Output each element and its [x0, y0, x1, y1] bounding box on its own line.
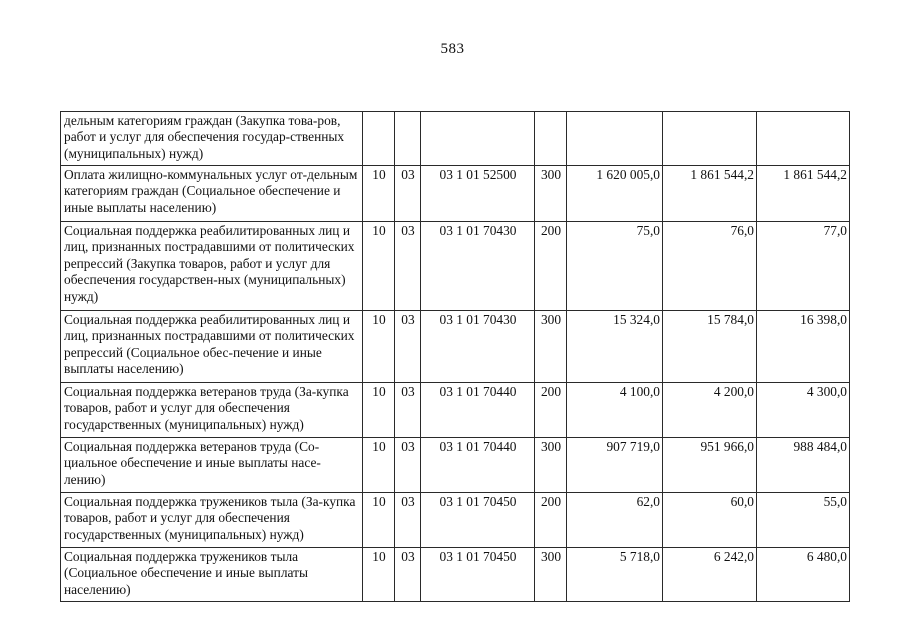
section-code: 10 — [363, 548, 395, 602]
amount-year-3 — [757, 112, 850, 166]
amount-year-2: 6 242,0 — [663, 548, 757, 602]
table-row — [61, 311, 850, 383]
expense-type-code: 200 — [535, 222, 567, 311]
amount-year-2: 76,0 — [663, 222, 757, 311]
section-code: 10 — [363, 222, 395, 311]
section-code: 10 — [363, 493, 395, 548]
amount-year-3: 16 398,0 — [757, 311, 850, 383]
amount-year-3: 77,0 — [757, 222, 850, 311]
amount-year-3: 1 861 544,2 — [757, 166, 850, 222]
row-name: Социальная поддержка реабилитированных лиц и лиц, признанных пострадавшими от политических репрессий (Закупка товаров, работ и услуг для обеспечения государствен-ных (муниципальных) нужд) — [61, 222, 363, 311]
row-name: Социальная поддержка ветеранов труда (Со-циальное обеспечение и иные выплаты насе-лению) — [61, 438, 363, 493]
table-row — [61, 438, 850, 493]
row-name: Социальная поддержка тружеников тыла (Социальное обеспечение и иные выплаты населению) — [61, 548, 363, 602]
target-code: 03 1 01 70430 — [421, 311, 535, 383]
target-code: 03 1 01 70430 — [421, 222, 535, 311]
table-row — [61, 383, 850, 438]
amount-year-1: 5 718,0 — [567, 548, 663, 602]
target-code: 03 1 01 70450 — [421, 493, 535, 548]
section-code: 10 — [363, 311, 395, 383]
amount-year-3: 4 300,0 — [757, 383, 850, 438]
amount-year-1: 15 324,0 — [567, 311, 663, 383]
subsection-code: 03 — [395, 548, 421, 602]
target-code: 03 1 01 52500 — [421, 166, 535, 222]
row-name: Оплата жилищно-коммунальных услуг от-дельным категориям граждан (Социальное обеспечение и иные выплаты населению) — [61, 166, 363, 222]
row-name: Социальная поддержка ветеранов труда (За-купка товаров, работ и услуг для обеспечения государственных (муниципальных) нужд) — [61, 383, 363, 438]
table-row — [61, 493, 850, 548]
amount-year-2: 951 966,0 — [663, 438, 757, 493]
expense-type-code: 200 — [535, 493, 567, 548]
section-code: 10 — [363, 383, 395, 438]
row-name: Социальная поддержка реабилитированных лиц и лиц, признанных пострадавшими от политических репрессий (Социальное обес-печение и иные выплаты населению) — [61, 311, 363, 383]
table-row — [61, 166, 850, 222]
amount-year-1: 1 620 005,0 — [567, 166, 663, 222]
amount-year-2 — [663, 112, 757, 166]
subsection-code: 03 — [395, 438, 421, 493]
row-name: Социальная поддержка тружеников тыла (За-купка товаров, работ и услуг для обеспечения государственных (муниципальных) нужд) — [61, 493, 363, 548]
table-row — [61, 112, 850, 166]
expense-type-code: 200 — [535, 383, 567, 438]
target-code — [421, 112, 535, 166]
target-code: 03 1 01 70440 — [421, 438, 535, 493]
table-row — [61, 222, 850, 311]
amount-year-1: 907 719,0 — [567, 438, 663, 493]
target-code: 03 1 01 70450 — [421, 548, 535, 602]
expense-type-code: 300 — [535, 311, 567, 383]
target-code: 03 1 01 70440 — [421, 383, 535, 438]
amount-year-2: 15 784,0 — [663, 311, 757, 383]
subsection-code: 03 — [395, 166, 421, 222]
amount-year-3: 988 484,0 — [757, 438, 850, 493]
expense-type-code: 300 — [535, 166, 567, 222]
row-name: дельным категориям граждан (Закупка това-ров, работ и услуг для обеспечения государ-ственных (муниципальных) нужд) — [61, 112, 363, 166]
amount-year-1: 62,0 — [567, 493, 663, 548]
amount-year-1 — [567, 112, 663, 166]
section-code: 10 — [363, 166, 395, 222]
table-row — [61, 548, 850, 602]
subsection-code — [395, 112, 421, 166]
amount-year-1: 75,0 — [567, 222, 663, 311]
amount-year-3: 6 480,0 — [757, 548, 850, 602]
amount-year-3: 55,0 — [757, 493, 850, 548]
expense-type-code: 300 — [535, 438, 567, 493]
subsection-code: 03 — [395, 311, 421, 383]
amount-year-2: 1 861 544,2 — [663, 166, 757, 222]
budget-table — [60, 111, 850, 602]
amount-year-2: 60,0 — [663, 493, 757, 548]
section-code: 10 — [363, 438, 395, 493]
expense-type-code: 300 — [535, 548, 567, 602]
subsection-code: 03 — [395, 383, 421, 438]
subsection-code: 03 — [395, 222, 421, 311]
expense-type-code — [535, 112, 567, 166]
amount-year-2: 4 200,0 — [663, 383, 757, 438]
page-number: 583 — [440, 41, 465, 57]
section-code — [363, 112, 395, 166]
amount-year-1: 4 100,0 — [567, 383, 663, 438]
subsection-code: 03 — [395, 493, 421, 548]
